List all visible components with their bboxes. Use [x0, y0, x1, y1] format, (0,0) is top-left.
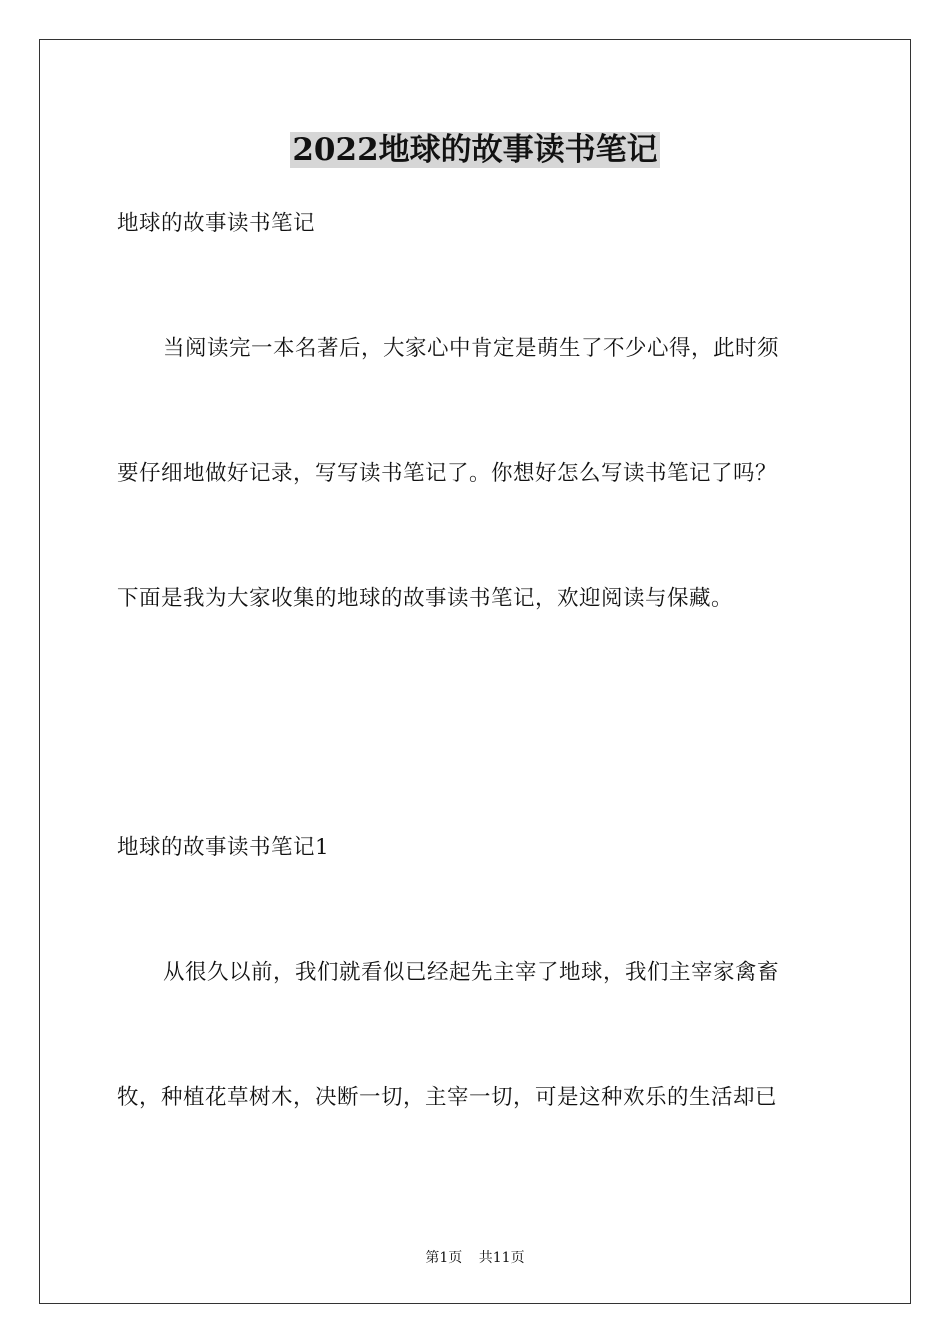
paragraph-line: 当阅读完一本名著后，大家心中肯定是萌生了不少心得，此时须	[163, 336, 780, 361]
paragraph-line: 牧，种植花草树木，决断一切，主宰一切，可是这种欢乐的生活却已	[117, 1085, 778, 1110]
paragraph-line: 从很久以前，我们就看似已经起先主宰了地球，我们主宰家禽畜	[163, 960, 780, 985]
section-heading: 地球的故事读书笔记1	[117, 835, 330, 860]
intro-heading: 地球的故事读书笔记	[117, 211, 316, 236]
document-title-text: 2022地球的故事读书笔记	[292, 132, 658, 168]
paragraph-line: 要仔细地做好记录，写写读书笔记了。你想好怎么写读书笔记了吗？	[117, 461, 778, 486]
page-total: 共11页	[478, 1250, 525, 1266]
page-footer	[0, 1248, 950, 1268]
page-number: 第1页	[425, 1250, 463, 1266]
paragraph-line: 下面是我为大家收集的地球的故事读书笔记，欢迎阅读与保藏。	[117, 586, 734, 611]
document-title	[0, 128, 950, 172]
